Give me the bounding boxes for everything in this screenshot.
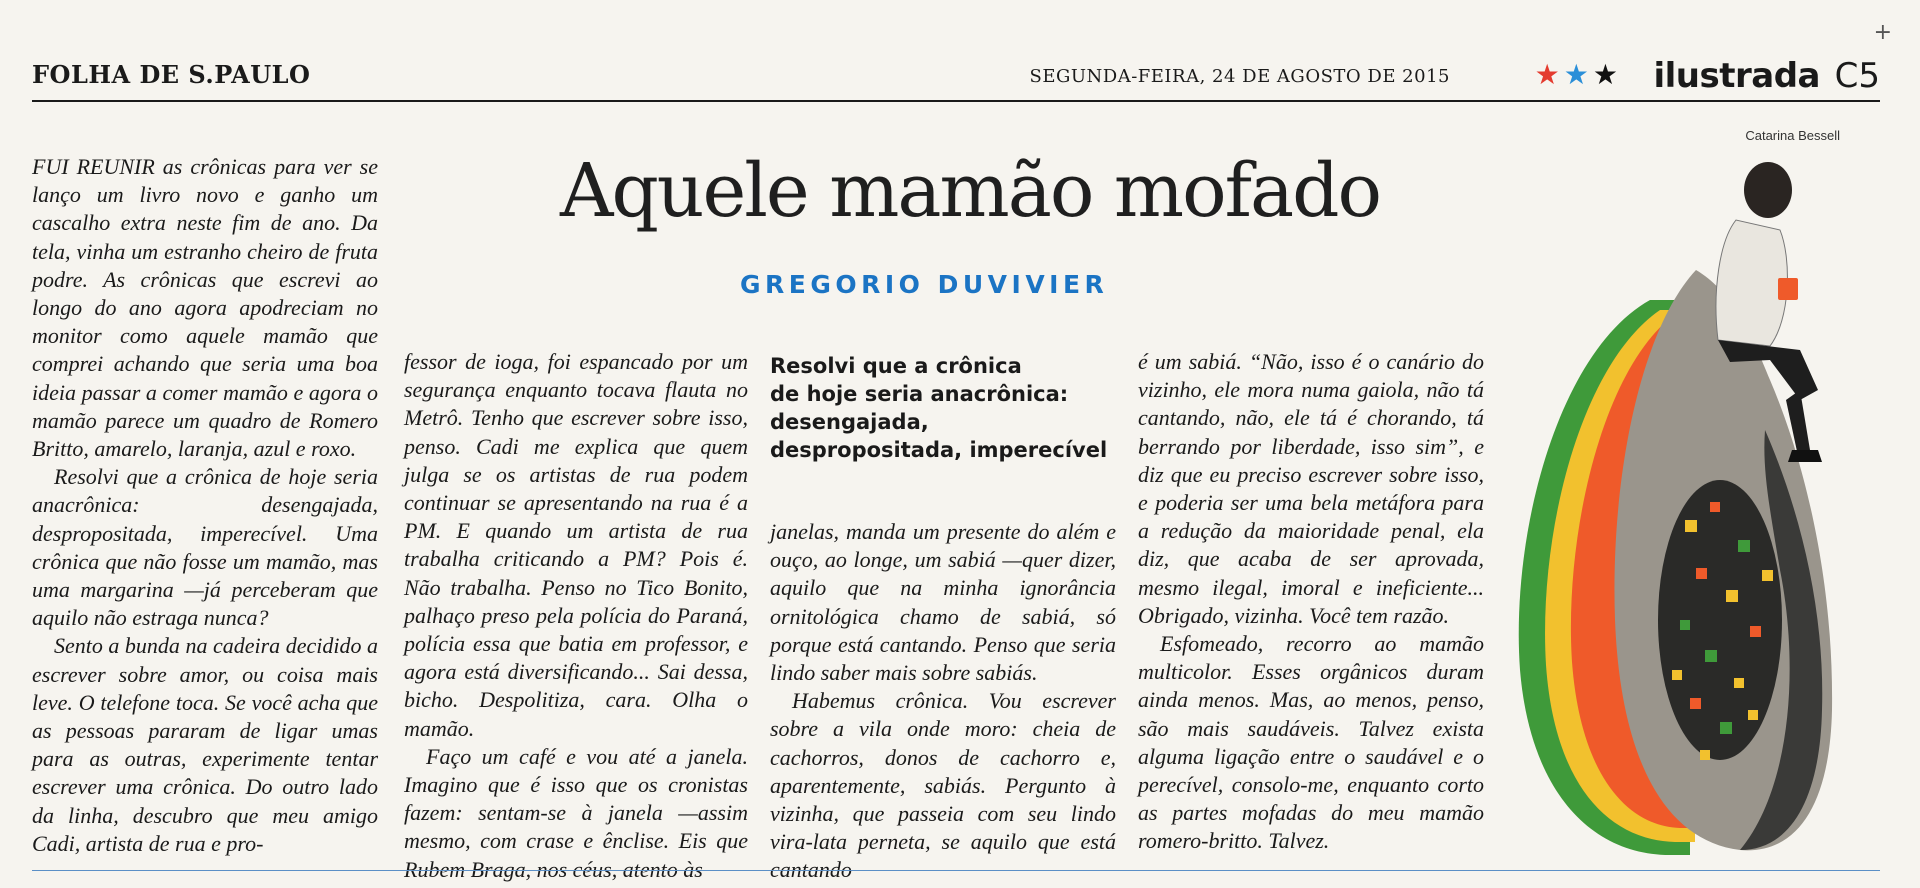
pull-quote-line: Resolvi que a crônica: [770, 354, 1022, 378]
paragraph: fessor de ioga, foi espancado por um segurança enquanto tocava flauta no Metrô. Tenho que escrever sobre isso, penso. Cadi me explica que quem julga se os artistas de rua podem continuar se apresentando na rua é a PM. E quando um artista de rua trabalha criticando a PM? Pois é. Não trabalha. Penso no Tico Bonito, palhaço preso pela polícia do Paraná, polícia essa que batia em professor, e agora está diversificando... Sai dessa, bicho. Despolitiza, cara. Olha o mamão.: [404, 349, 748, 741]
papaya-seed-cavity: [1658, 480, 1782, 760]
paper-name: FOLHA DE S.PAULO: [32, 60, 311, 89]
paragraph: Resolvi que a crônica de hoje seria anacrônica: desengajada, despropositada, imperecível. Uma crônica que não fosse um mamão, mas uma margarina —já perceberam que aquilo não estraga nunca?: [32, 464, 378, 631]
blue-star-icon: ★: [1563, 58, 1593, 91]
paragraph: [32, 153, 378, 463]
column-1: [32, 153, 378, 858]
edition-stars: [1535, 58, 1622, 91]
pull-quote: [770, 352, 1116, 464]
paragraph: Esfomeado, recorro ao mamão multicolor. Esses orgânicos duram ainda menos. Mas, ao menos, penso, são mais saudáveis. Talvez exista alguma ligação entre o saudável e o perecível, consolo-me, enquanto corto as partes mofadas do meu mamão romero-britto. Talvez.: [1138, 631, 1484, 854]
red-star-icon: ★: [1534, 58, 1564, 91]
paragraph: janelas, manda um presente do além e ouço, ao longe, um sabiá —quer dizer, aquilo que na minha ignorância ornitológica chamo de sabiá, só porque está cantando. Penso que seria lindo saber mais sobre sabiás.: [770, 519, 1116, 686]
issue-date: SEGUNDA-FEIRA, 24 DE AGOSTO DE 2015: [1029, 66, 1450, 87]
pull-quote-line: de hoje seria anacrônica:: [770, 382, 1069, 406]
byline: GREGORIO DUVIVIER: [740, 270, 1109, 299]
pull-quote-line: desengajada,: [770, 410, 929, 434]
paragraph-text: as crônicas para ver se lanço um livro novo e ganho um cascalho extra neste fim de ano. Da tela, vinha um estranho cheiro de fruta podre. As crônicas que escrevi ao longo do ano agora apodreciam no monitor como aquele mamão que comprei achando que seria uma boa ideia passar a comer mamão e agora o mamão parece um quadro de Romero Britto, amarelo, laranja, azul e roxo.: [32, 154, 378, 462]
papaya-illustration: [1500, 150, 1860, 870]
black-star-icon: ★: [1592, 58, 1622, 91]
column-4: [1138, 348, 1484, 856]
paragraph: Faço um café e vou até a janela. Imagino que é isso que os cronistas fazem: sentam-se à janela —assim mesmo, com crase e ênclise. Eis que Rubem Braga, nos céus, atento às: [404, 743, 748, 882]
column-2: [404, 348, 748, 884]
page-number: C5: [1834, 56, 1880, 96]
paragraph: Sento a bunda na cadeira decidido a escrever sobre amor, ou coisa mais leve. O telefone toca. Se você acha que as pessoas pararam de ligar umas para as outras, experimente tentar escrever uma crônica. Do outro lado da linha, descubro que meu amigo Cadi, artista de rua e pro-: [32, 633, 378, 856]
column-3: [770, 518, 1116, 885]
headline: Aquele mamão mofado: [560, 148, 1381, 234]
bottom-rule: [32, 870, 1880, 871]
illustration-credit: Catarina Bessell: [1745, 128, 1840, 143]
paragraph: Habemus crônica. Vou escrever sobre a vila onde moro: cheia de cachorros, donos de cachorro e, aparentemente, sabiás. Pergunto à vizinha, que passeia com seu lindo vira-lata perneta, se aquilo que está cantando: [770, 688, 1116, 883]
pull-quote-line: despropositada, imperecível: [770, 438, 1108, 462]
paragraph: é um sabiá. “Não, isso é o canário do vizinho, ele mora numa gaiola, não tá cantando, não, ele tá é chorando, tá berrando por liberdade, isso sim”, e diz que eu preciso escrever sobre isso, e poderia ser uma bela metáfora para a redução da maioridade penal, ela diz, que acaba de ser aprovada, mesmo ilegal, imoral e ineficiente... Obrigado, vizinha. Você tem razão.: [1138, 349, 1484, 628]
registration-plus-icon: +: [1873, 20, 1892, 45]
section-name: ilustrada: [1653, 56, 1820, 96]
lead-in: FUI REUNIR: [32, 154, 155, 179]
masthead: [32, 54, 1880, 102]
